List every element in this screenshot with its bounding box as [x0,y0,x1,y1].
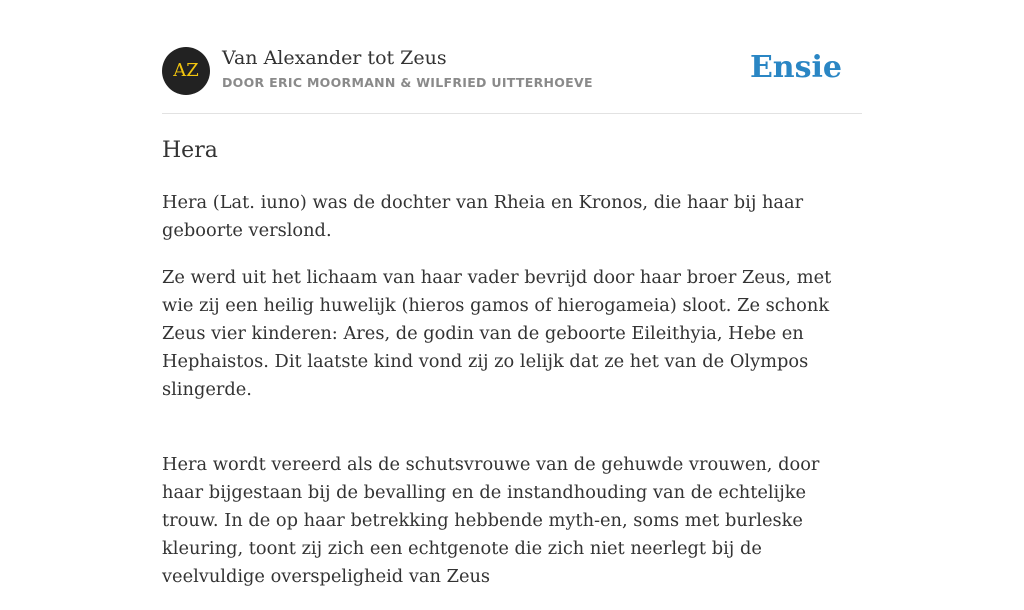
entry-paragraph: Hera (Lat. iuno) was de dochter van Rheia en Kronos, die haar bij haar geboorte verslond. [162,192,804,241]
paragraph-spacer [162,423,862,451]
header-divider [162,113,862,114]
book-authors: DOOR ERIC MOORMANN & WILFRIED UITTERHOEVE [222,75,593,90]
entry-paragraph: Hera wordt vereerd als de schutsvrouwe van de gehuwde vrouwen, door haar bijgestaan bij de bevalling en de instandhouding van de echtelijke trouw. In de op haar betrekking hebbende myth-en, soms met burleske kleuring, toont zij zich een echtgenote die zich niet neerlegt bij de veelvuldige overspeligheid van Zeus [162,454,820,587]
brand-logo-link[interactable]: Ensie [749,50,842,85]
book-avatar[interactable]: AZ [162,47,210,95]
entry-content [162,189,862,610]
header [162,46,862,96]
entry-paragraph: Ze werd uit het lichaam van haar vader bevrijd door haar broer Zeus, met wie zij een heilig huwelijk (hieros gamos of hierogameia) sloot. Ze schonk Zeus vier kinderen: Ares, de godin van de geboorte Eileithyia, Hebe en Hephaistos. Dit laatste kind vond zij zo lelijk dat ze het van de Olympos slingerde. [162,267,832,400]
entry-title: Hera [162,138,218,163]
book-title[interactable]: Van Alexander tot Zeus [222,47,447,69]
